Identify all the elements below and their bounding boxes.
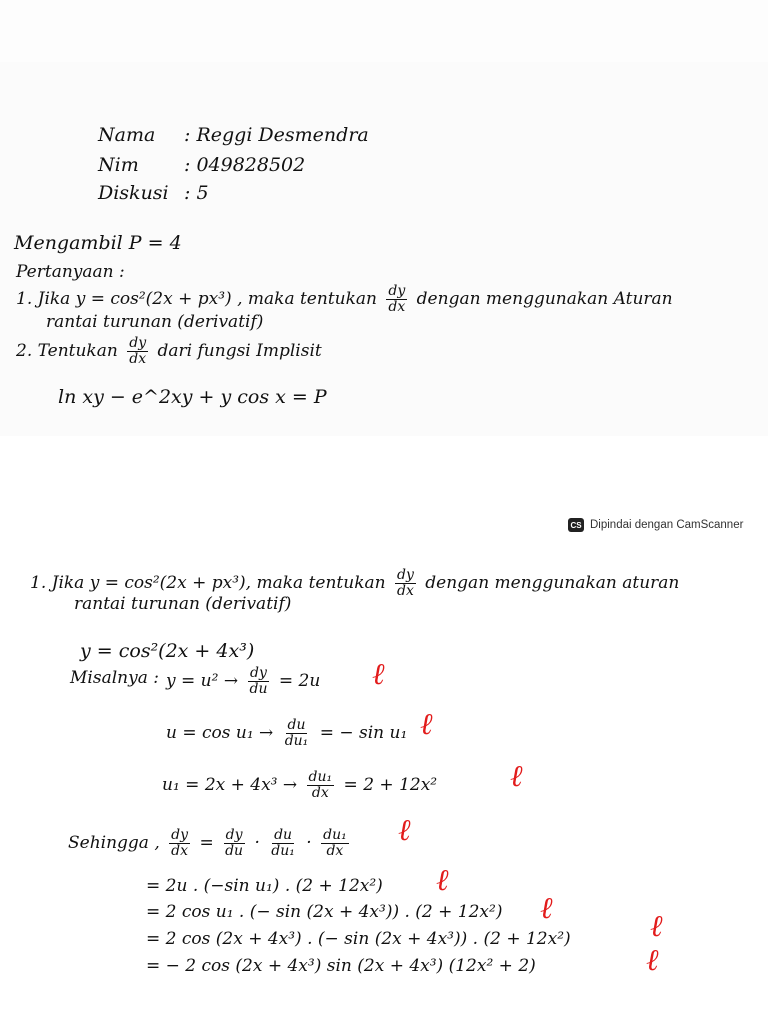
frac-den: dx: [311, 785, 329, 801]
dot-operator: ·: [254, 833, 260, 853]
dot-operator: ·: [306, 833, 312, 853]
step1-lhs: y = u² →: [166, 671, 239, 691]
step3-rhs: = 2 + 12x²: [343, 775, 438, 795]
label-nim: Nim: [98, 154, 139, 176]
value-diskusi: : 5: [184, 182, 209, 204]
frac-num: dy: [225, 827, 243, 843]
grading-check-mark: ℓ: [646, 943, 659, 978]
answer-q1-suffix: dengan menggunakan aturan: [425, 573, 680, 593]
substitution-step-3: [162, 770, 437, 801]
derivation-line-4: = − 2 cos (2x + 4x³) sin (2x + 4x³) (12x² + 2): [146, 956, 536, 976]
camscanner-icon: CS: [568, 518, 584, 532]
question-1-line2: rantai turunan (derivatif): [46, 312, 264, 332]
step2-lhs: u = cos u₁ →: [166, 723, 274, 743]
question-2-suffix: dari fungsi Implisit: [157, 341, 322, 361]
value-nama: : Reggi Desmendra: [184, 124, 369, 146]
value-nim: : 049828502: [184, 154, 306, 176]
grading-check-mark: ℓ: [398, 813, 411, 848]
dy-dx-fraction: [386, 284, 407, 315]
derivation-line-1: = 2u . (−sin u₁) . (2 + 12x²): [146, 876, 383, 896]
frac-num: dy: [171, 827, 189, 843]
questions-heading: Pertanyaan :: [16, 262, 125, 282]
step1-rhs: = 2u: [278, 671, 321, 691]
dy-dx-fraction: [395, 568, 416, 599]
grading-check-mark: ℓ: [420, 707, 433, 742]
label-diskusi: Diskusi: [98, 182, 169, 204]
substitution-step-2: [166, 718, 407, 749]
frac-num: dy: [397, 567, 414, 583]
camscanner-label: Dipindai dengan CamScanner: [590, 519, 744, 531]
frac-den: du: [249, 681, 268, 697]
answer-q1-prefix: 1. Jika y = cos²(2x + px³), maka tentukan: [30, 573, 386, 593]
chain-rule: [68, 828, 353, 859]
du-du1-fraction: [269, 828, 297, 859]
question-2-prefix: 2. Tentukan: [16, 341, 118, 361]
answer-q1-line2: rantai turunan (derivatif): [74, 594, 292, 614]
question-1-prefix: 1. Jika y = cos²(2x + px³) , maka tentukan: [16, 289, 377, 309]
dy-dx-fraction: [169, 828, 190, 859]
y-definition: y = cos²(2x + 4x³): [80, 640, 255, 662]
frac-den: dx: [129, 351, 147, 367]
sehingga-label: Sehingga ,: [68, 833, 160, 853]
frac-num: dy: [250, 665, 267, 681]
frac-num: du₁: [323, 827, 347, 843]
frac-den: du: [225, 843, 244, 859]
question-1: [16, 284, 673, 315]
du1-dx-fraction: [307, 770, 335, 801]
derivation-line-2: = 2 cos u₁ . (− sin (2x + 4x³)) . (2 + 12x²): [146, 902, 503, 922]
frac-num: dy: [129, 335, 147, 351]
derivation-line-3: = 2 cos (2x + 4x³) . (− sin (2x + 4x³)) . (2 + 12x²): [146, 929, 571, 949]
implicit-equation: ln xy − e^2xy + y cos x = P: [58, 386, 327, 408]
frac-num: dy: [388, 283, 406, 299]
misalnya-label: Misalnya :: [70, 668, 159, 688]
grading-check-mark: ℓ: [372, 657, 385, 692]
grading-check-mark: ℓ: [540, 891, 553, 926]
frac-den: dx: [388, 299, 406, 315]
frac-num: du: [274, 827, 293, 843]
label-nama: Nama: [98, 124, 156, 146]
step3-lhs: u₁ = 2x + 4x³ →: [162, 775, 298, 795]
question-1-suffix: dengan menggunakan Aturan: [416, 289, 673, 309]
frac-den: dx: [397, 583, 414, 599]
dy-du-fraction: [223, 828, 245, 859]
frac-den: dx: [171, 843, 189, 859]
du1-dx-fraction: [321, 828, 349, 859]
substitution-step-1: [166, 666, 320, 697]
grading-check-mark: ℓ: [650, 909, 663, 944]
frac-den: du₁: [271, 843, 295, 859]
dy-du-fraction: [247, 666, 269, 697]
dy-dx-fraction: [127, 336, 148, 367]
frac-num: du₁: [308, 769, 333, 785]
taking-p: Mengambil P = 4: [14, 232, 182, 254]
grading-check-mark: ℓ: [436, 863, 449, 898]
question-2: [16, 336, 322, 367]
grading-check-mark: ℓ: [510, 759, 523, 794]
step2-rhs: = − sin u₁: [319, 723, 408, 743]
frac-den: dx: [326, 843, 344, 859]
chain-equals: =: [199, 833, 214, 853]
du-du1-fraction: [283, 718, 311, 749]
frac-num: du: [287, 717, 306, 733]
camscanner-badge: [568, 515, 743, 535]
frac-den: du₁: [284, 733, 309, 749]
